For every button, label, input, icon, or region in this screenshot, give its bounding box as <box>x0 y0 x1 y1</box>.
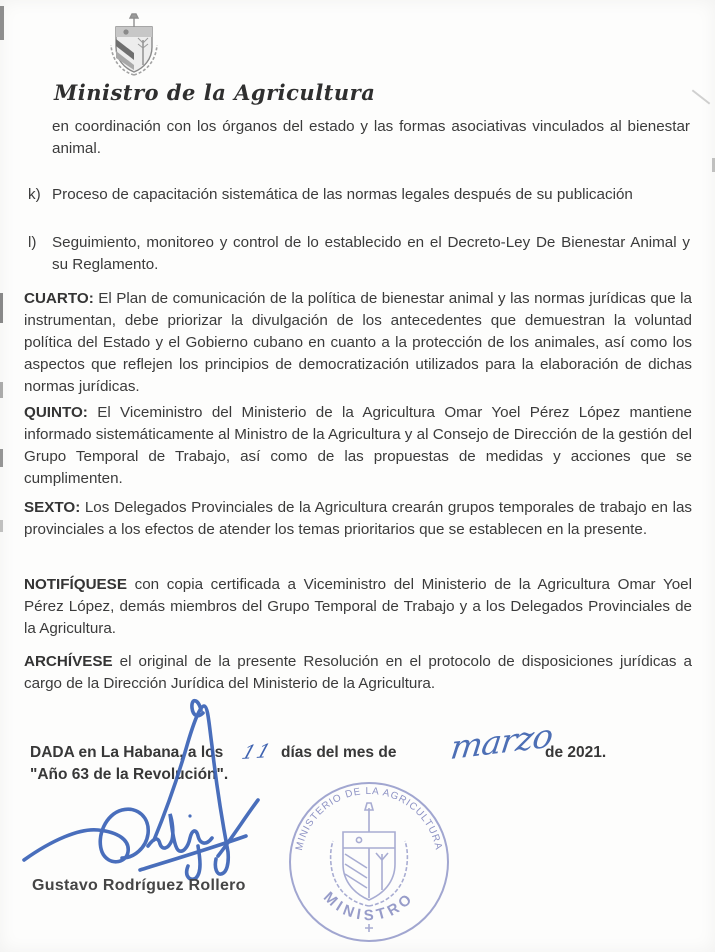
handwritten-day: 11 <box>238 740 276 764</box>
signature-ink <box>22 688 262 893</box>
paragraph-text: el original de la presente Resolución en el protocolo de disposiciones jurídicas a cargo de la Dirección Jurídica del Ministerio de la Agricultura. <box>24 653 692 692</box>
handwritten-month: marzo <box>448 716 555 767</box>
scan-artifact <box>0 449 3 467</box>
scan-artifact <box>0 6 4 40</box>
list-marker: l) <box>28 234 37 251</box>
scan-artifact <box>0 520 3 532</box>
list-item-l <box>28 232 690 276</box>
list-marker: k) <box>28 186 41 203</box>
list-item-text: Proceso de capacitación sistemática de las normas legales después de su publicación <box>52 186 633 203</box>
paragraph-text: El Viceministro del Ministerio de la Agricultura Omar Yoel Pérez López mantiene informado sistemáticamente al Ministro de la Agricultura y al Consejo de Dirección de la gestión del Grupo Temporal de Trabajo, así como de las propuestas de medidas y acciones que se cumplimenten. <box>24 404 692 487</box>
paragraph-label: CUARTO: <box>24 290 94 307</box>
paragraph-cuarto <box>24 288 692 398</box>
paragraph-label: QUINTO: <box>24 404 88 421</box>
list-item-text: Seguimiento, monitoreo y control de lo establecido en el Decreto-Ley De Bienestar Animal y su Reglamento. <box>52 234 690 273</box>
scan-artifact <box>0 293 3 323</box>
paragraph-label: ARCHÍVESE <box>24 653 113 670</box>
paragraph-intro: en coordinación con los órganos del estado y las formas asociativas vinculados al bienestar animal. <box>52 118 690 157</box>
paragraph-text: El Plan de comunicación de la política de bienestar animal y las normas jurídicas que la instrumentan, debe priorizar la divulgación de los antecedentes que demuestran la voluntad política del Estado y el Gobierno cubano en cuanto a la protección de los animales, así como los aspectos que reflejen los principios de democratización utilizados para la elaboración de dichas normas jurídicas. <box>24 290 692 395</box>
dated-line-prefix: DADA en La Habana, a los <box>30 744 224 761</box>
paragraph-text: Los Delegados Provinciales de la Agricultura crearán grupos temporales de trabajo en las provinciales a los efectos de atender los temas prioritarios que se establecen en la presente. <box>24 499 692 538</box>
ministry-script-title: Ministro de la Agricultura <box>54 80 376 105</box>
scan-artifact <box>0 382 3 398</box>
list-item-k <box>28 184 690 206</box>
paragraph-label: SEXTO: <box>24 499 81 516</box>
dated-line-year-of-revolution: "Año 63 de la Revolución". <box>30 766 229 783</box>
signer-name: Gustavo Rodríguez Rollero <box>32 877 246 894</box>
stamp-top-text: MINISTERIO DE LA AGRICULTURA <box>293 785 444 852</box>
paragraph-quinto <box>24 402 692 490</box>
dated-line-middle: días del mes de <box>281 744 397 761</box>
scan-artifact <box>692 89 711 104</box>
stamp-bottom-text: MINISTRO <box>320 888 418 925</box>
paragraph-sexto <box>24 497 692 541</box>
paragraph-text: con copia certificada a Viceministro del Ministerio de la Agricultura Omar Yoel Pérez López, demás miembros del Grupo Temporal de Trabajo y a los Delegados Provinciales de la Agricultura. <box>24 576 692 637</box>
ministry-stamp-seal <box>285 778 453 946</box>
dated-line-suffix: de 2021. <box>545 744 607 761</box>
paragraph-notifiquese <box>24 574 692 640</box>
cuban-coat-of-arms-icon <box>104 13 164 79</box>
paragraph-label: NOTIFÍQUESE <box>24 576 127 593</box>
